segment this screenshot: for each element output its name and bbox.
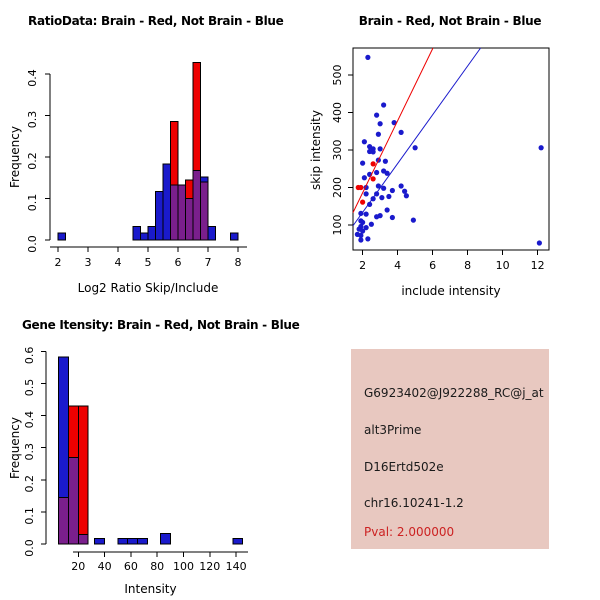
chart-2-histogram-overlay [23, 347, 248, 573]
svg-text:0.0: 0.0 [26, 235, 39, 253]
svg-text:100: 100 [331, 214, 344, 236]
svg-text:12: 12 [530, 259, 545, 272]
svg-text:5: 5 [144, 256, 152, 269]
info-pval: Pval: 2.000000 [364, 525, 455, 539]
intensity-hist-xlabel: Intensity [124, 582, 177, 596]
ratio-hist-xlabel: Log2 Ratio Skip/Include [77, 281, 219, 295]
ratio-hist-title: RatioData: Brain - Red, Not Brain - Blue [28, 14, 284, 28]
svg-text:8: 8 [464, 259, 472, 272]
svg-text:40: 40 [97, 560, 112, 573]
scatter-ylabel: skip intensity [309, 110, 323, 190]
svg-text:6: 6 [429, 259, 437, 272]
svg-text:3: 3 [84, 256, 92, 269]
svg-text:2: 2 [359, 259, 367, 272]
chart-0-histogram-overlay [26, 62, 247, 269]
svg-text:140: 140 [225, 560, 247, 573]
scatter-xlabel: include intensity [401, 284, 501, 298]
svg-text:6: 6 [174, 256, 182, 269]
intensity-hist-ylabel: Frequency [8, 417, 22, 479]
info-probe-id: G6923402@J922288_RC@j_at [364, 386, 544, 400]
chart-1-scatter [331, 48, 549, 272]
intensity-hist-title: Gene Itensity: Brain - Red, Not Brain - Blue [22, 318, 300, 332]
svg-text:20: 20 [71, 560, 86, 573]
svg-text:4: 4 [114, 256, 122, 269]
svg-text:120: 120 [199, 560, 221, 573]
svg-text:100: 100 [173, 560, 194, 573]
svg-text:8: 8 [234, 256, 242, 269]
svg-text:80: 80 [150, 560, 165, 573]
svg-text:0.5: 0.5 [23, 378, 36, 397]
svg-text:0.1: 0.1 [23, 507, 36, 525]
svg-text:4: 4 [394, 259, 402, 272]
svg-text:0.2: 0.2 [23, 475, 36, 493]
svg-text:0.1: 0.1 [26, 193, 39, 212]
svg-text:60: 60 [123, 560, 138, 573]
svg-text:300: 300 [331, 139, 344, 161]
svg-text:7: 7 [204, 256, 212, 269]
svg-text:0.4: 0.4 [26, 69, 39, 87]
svg-text:0.3: 0.3 [23, 442, 36, 461]
svg-text:0.0: 0.0 [23, 539, 36, 557]
svg-text:0.2: 0.2 [26, 152, 39, 170]
svg-text:400: 400 [331, 101, 344, 123]
svg-text:0.3: 0.3 [26, 110, 39, 129]
svg-text:200: 200 [331, 176, 344, 198]
svg-text:0.6: 0.6 [23, 346, 36, 365]
info-location: chr16.10241-1.2 [364, 496, 464, 510]
info-panel [351, 349, 549, 549]
svg-text:0.4: 0.4 [23, 410, 36, 429]
svg-text:10: 10 [495, 259, 510, 272]
svg-text:2: 2 [54, 256, 62, 269]
svg-text:500: 500 [331, 64, 344, 86]
ratio-hist-ylabel: Frequency [8, 126, 22, 188]
info-event-type: alt3Prime [364, 423, 422, 437]
info-gene: D16Ertd502e [364, 460, 444, 474]
scatter-title: Brain - Red, Not Brain - Blue [358, 14, 542, 28]
